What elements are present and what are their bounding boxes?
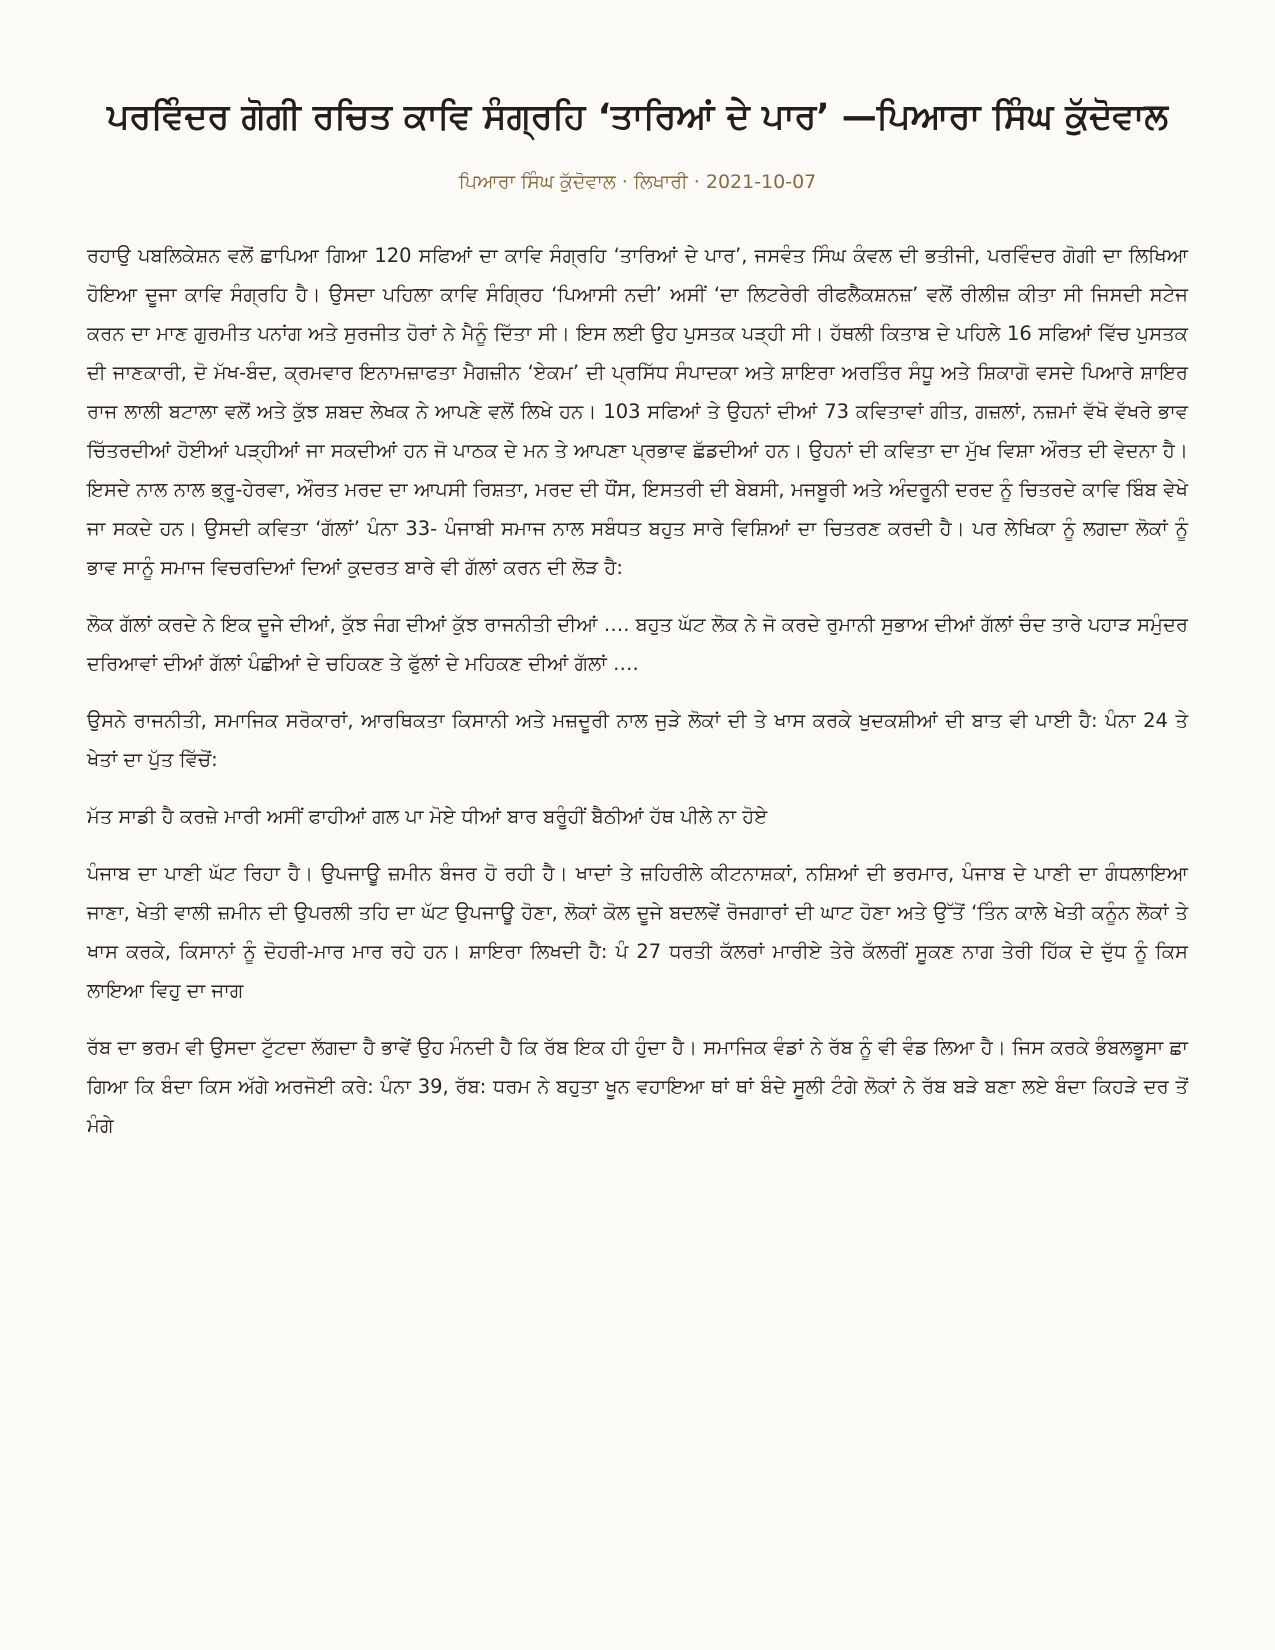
paragraph: ਉਸਨੇ ਰਾਜਨੀਤੀ, ਸਮਾਜਿਕ ਸਰੋਕਾਰਾਂ, ਆਰਥਿਕਤਾ ਕਿਸਾਨੀ ਅਤੇ ਮਜ਼ਦੂਰੀ ਨਾਲ ਜੁੜੇ ਲੋਕਾਂ ਦੀ ਤੇ ਖਾਸ ਕਰਕੇ ਖੁਦਕਸ਼ੀਆਂ ਦੀ ਬਾਤ ਵੀ ਪਾਈ ਹੈ: ਪੰਨਾ 24 ਤੇ ਖੇਤਾਂ ਦਾ ਪੁੱਤ ਵਿੱਚੋਂ: [87,709,1188,771]
article-body [87,236,1188,1145]
article-title: ਪਰਵਿੰਦਰ ਗੋਗੀ ਰਚਿਤ ਕਾਵਿ ਸੰਗ੍ਰਹਿ ‘ਤਾਰਿਆਂ ਦੇ ਪਾਰ’ —ਪਿਆਰਾ ਸਿੰਘ ਕੁੱਦੋਵਾਲ [106,97,1169,137]
paragraph: ਪੰਜਾਬ ਦਾ ਪਾਣੀ ਘੱਟ ਰਿਹਾ ਹੈ। ਉਪਜਾਊ ਜ਼ਮੀਨ ਬੰਜਰ ਹੋ ਰਹੀ ਹੈ। ਖਾਦਾਂ ਤੇ ਜ਼ਹਿਰੀਲੇ ਕੀਟਨਾਸ਼ਕਾਂ, ਨਸ਼ਿਆਂ ਦੀ ਭਰਮਾਰ, ਪੰਜਾਬ ਦੇ ਪਾਣੀ ਦਾ ਗੰਧਲਾਇਆ ਜਾਣਾ, ਖੇਤੀ ਵਾਲੀ ਜ਼ਮੀਨ ਦੀ ਉਪਰਲੀ ਤਹਿ ਦਾ ਘੱਟ ਉਪਜਾਊ ਹੋਣਾ, ਲੋਕਾਂ ਕੋਲ ਦੂਜੇ ਬਦਲਵੇਂ ਰੋਜਗਾਰਾਂ ਦੀ ਘਾਟ ਹੋਣਾ ਅਤੇ ਉੱਤੋਂ ‘ਤਿੰਨ ਕਾਲੇ ਖੇਤੀ ਕਨੂੰਨ ਲੋਕਾਂ ਤੇ ਖਾਸ ਕਰਕੇ, ਕਿਸਾਨਾਂ ਨੂੰ ਦੋਹਰੀ-ਮਾਰ ਮਾਰ ਰਹੇ ਹਨ। ਸ਼ਾਇਰਾ ਲਿਖਦੀ ਹੈ: ਪੰ 27 ਧਰਤੀ ਕੱਲਰਾਂ ਮਾਰੀਏ ਤੇਰੇ ਕੱਲਰੀਂ ਸੂਕਣ ਨਾਗ ਤੇਰੀ ਹਿੱਕ ਦੇ ਦੁੱਧ ਨੂੰ ਕਿਸ ਲਾਇਆ ਵਿਹੁ ਦਾ ਜਾਗ [87,862,1188,1002]
paragraph: ਰਹਾਉ ਪਬਲਿਕੇਸ਼ਨ ਵਲੋਂ ਛਾਪਿਆ ਗਿਆ 120 ਸਫਿਆਂ ਦਾ ਕਾਵਿ ਸੰਗ੍ਰਹਿ ‘ਤਾਰਿਆਂ ਦੇ ਪਾਰ’, ਜਸਵੰਤ ਸਿੰਘ ਕੰਵਲ ਦੀ ਭਤੀਜੀ, ਪਰਵਿੰਦਰ ਗੋਗੀ ਦਾ ਲਿਖਿਆ ਹੋਇਆ ਦੂਜਾ ਕਾਵਿ ਸੰਗ੍ਰਹਿ ਹੈ। ਉਸਦਾ ਪਹਿਲਾ ਕਾਵਿ ਸੰਗ੍ਰਿਹ ‘ਪਿਆਸੀ ਨਦੀ’ ਅਸੀਂ ‘ਦਾ ਲਿਟਰੇਰੀ ਰੀਫਲੈਕਸ਼ਨਜ਼’ ਵਲੋਂ ਰੀਲੀਜ਼ ਕੀਤਾ ਸੀ ਜਿਸਦੀ ਸਟੇਜ ਕਰਨ ਦਾ ਮਾਣ ਗੁਰਮੀਤ ਪਨਾਂਗ ਅਤੇ ਸੁਰਜੀਤ ਹੋਰਾਂ ਨੇ ਮੈਨੂੰ ਦਿੱਤਾ ਸੀ। ਇਸ ਲਈ ਉਹ ਪੁਸਤਕ ਪੜ੍ਹੀ ਸੀ। ਹੱਥਲੀ ਕਿਤਾਬ ਦੇ ਪਹਿਲੇ 16 ਸਫਿਆਂ ਵਿੱਚ ਪੁਸਤਕ ਦੀ ਜਾਣਕਾਰੀ, ਦੋ ਮੱਖ-ਬੰਦ, ਕ੍ਰਮਵਾਰ ਇਨਾਮਜ਼ਾਫਤਾ ਮੈਗਜ਼ੀਨ ‘ਏਕਮ’ ਦੀ ਪ੍ਰਸਿੱਧ ਸੰਪਾਦਕਾ ਅਤੇ ਸ਼ਾਇਰਾ ਅਰਤਿੰਰ ਸੰਧੂ ਅਤੇ ਸ਼ਿਕਾਗੋ ਵਸਦੇ ਪਿਆਰੇ ਸ਼ਾਇਰ ਰਾਜ ਲਾਲੀ ਬਟਾਲਾ ਵਲੋਂ ਅਤੇ ਕੁੱਝ ਸ਼ਬਦ ਲੇਖਕ ਨੇ ਆਪਣੇ ਵਲੋਂ ਲਿਖੇ ਹਨ। 103 ਸਫਿਆਂ ਤੇ ਉਹਨਾਂ ਦੀਆਂ 73 ਕਵਿਤਾਵਾਂ ਗੀਤ, ਗਜ਼ਲਾਂ, ਨਜ਼ਮਾਂ ਵੱਖੋ ਵੱਖਰੇ ਭਾਵ ਚਿੱਤਰਦੀਆਂ ਹੋਈਆਂ ਪੜ੍ਹੀਆਂ ਜਾ ਸਕਦੀਆਂ ਹਨ ਜੋ ਪਾਠਕ ਦੇ ਮਨ ਤੇ ਆਪਣਾ ਪ੍ਰਭਾਵ ਛੱਡਦੀਆਂ ਹਨ। ਉਹਨਾਂ ਦੀ ਕਵਿਤਾ ਦਾ ਮੁੱਖ ਵਿਸ਼ਾ ਔਰਤ ਦੀ ਵੇਦਨਾ ਹੈ। ਇਸਦੇ ਨਾਲ ਨਾਲ ਭ੍ਰੂ-ਹੇਰਵਾ, ਔਰਤ ਮਰਦ ਦਾ ਆਪਸੀ ਰਿਸ਼ਤਾ, ਮਰਦ ਦੀ ਧੌਂਸ, ਇਸਤਰੀ ਦੀ ਬੇਬਸੀ, ਮਜਬੂਰੀ ਅਤੇ ਅੰਦਰੂਨੀ ਦਰਦ ਨੂੰ ਚਿਤਰਦੇ ਕਾਵਿ ਬਿੰਬ ਵੇਖੇ ਜਾ ਸਕਦੇ ਹਨ। ਉਸਦੀ ਕਵਿਤਾ ‘ਗੱਲਾਂ’ ਪੰਨਾ 33- ਪੰਜਾਬੀ ਸਮਾਜ ਨਾਲ ਸਬੰਧਤ ਬਹੁਤ ਸਾਰੇ ਵਿਸ਼ਿਆਂ ਦਾ ਚਿਤਰਣ ਕਰਦੀ ਹੈ। ਪਰ ਲੇਖਿਕਾ ਨੂੰ ਲਗਦਾ ਲੋਕਾਂ ਨੂੰ ਭਾਵ ਸਾਨੂੰ ਸਮਾਜ ਵਿਚਰਦਿਆਂ ਦਿਆਂ ਕੁਦਰਤ ਬਾਰੇ ਵੀ ਗੱਲਾਂ ਕਰਨ ਦੀ ਲੋੜ ਹੈ: [87,244,1188,579]
quote-paragraph: ਲੋਕ ਗੱਲਾਂ ਕਰਦੇ ਨੇ ਇਕ ਦੂਜੇ ਦੀਆਂ, ਕੁੱਝ ਜੰਗ ਦੀਆਂ ਕੁੱਝ ਰਾਜਨੀਤੀ ਦੀਆਂ …. ਬਹੁਤ ਘੱਟ ਲੋਕ ਨੇ ਜੋ ਕਰਦੇ ਰੁਮਾਨੀ ਸੁਭਾਅ ਦੀਆਂ ਗੱਲਾਂ ਚੰਦ ਤਾਰੇ ਪਹਾੜ ਸਮੁੰਦਰ ਦਰਿਆਵਾਂ ਦੀਆਂ ਗੱਲਾਂ ਪੰਛੀਆਂ ਦੇ ਚਹਿਕਣ ਤੇ ਫੁੱਲਾਂ ਦੇ ਮਹਿਕਣ ਦੀਆਂ ਗੱਲਾਂ …. [87,613,1188,675]
paragraph: ਰੱਬ ਦਾ ਭਰਮ ਵੀ ਉਸਦਾ ਟੁੱਟਦਾ ਲੱਗਦਾ ਹੈ ਭਾਵੇਂ ਉਹ ਮੰਨਦੀ ਹੈ ਕਿ ਰੱਬ ਇਕ ਹੀ ਹੁੰਦਾ ਹੈ। ਸਮਾਜਿਕ ਵੰਡਾਂ ਨੇ ਰੱਬ ਨੂੰ ਵੀ ਵੰਡ ਲਿਆ ਹੈ। ਜਿਸ ਕਰਕੇ ਭੰਬਲਭੂਸਾ ਛਾ ਗਿਆ ਕਿ ਬੰਦਾ ਕਿਸ ਅੱਗੇ ਅਰਜੋਈ ਕਰੇ: ਪੰਨਾ 39, ਰੱਬ: ਧਰਮ ਨੇ ਬਹੁਤਾ ਖੂਨ ਵਹਾਇਆ ਥਾਂ ਥਾਂ ਬੰਦੇ ਸੂਲੀ ਟੰਗੇ ਲੋਕਾਂ ਨੇ ਰੱਬ ਬੜੇ ਬਣਾ ਲਏ ਬੰਦਾ ਕਿਹੜੇ ਦਰ ਤੋਂ ਮੰਗੇ [87,1036,1188,1137]
quote-paragraph: ਮੱਤ ਸਾਡੀ ਹੈ ਕਰਜ਼ੇ ਮਾਰੀ ਅਸੀਂ ਫਾਹੀਆਂ ਗਲ ਪਾ ਮੋਏ ਧੀਆਂ ਬਾਰ ਬਰੂੰਹੀਂ ਬੈਠੀਆਂ ਹੱਥ ਪੀਲੇ ਨਾ ਹੋਏ [87,805,768,828]
article [87,88,1188,1163]
article-meta: ਪਿਆਰਾ ਸਿੰਘ ਕੁੱਦੋਵਾਲ · ਲਿਖਾਰੀ · 2021-10-07 [458,171,817,193]
